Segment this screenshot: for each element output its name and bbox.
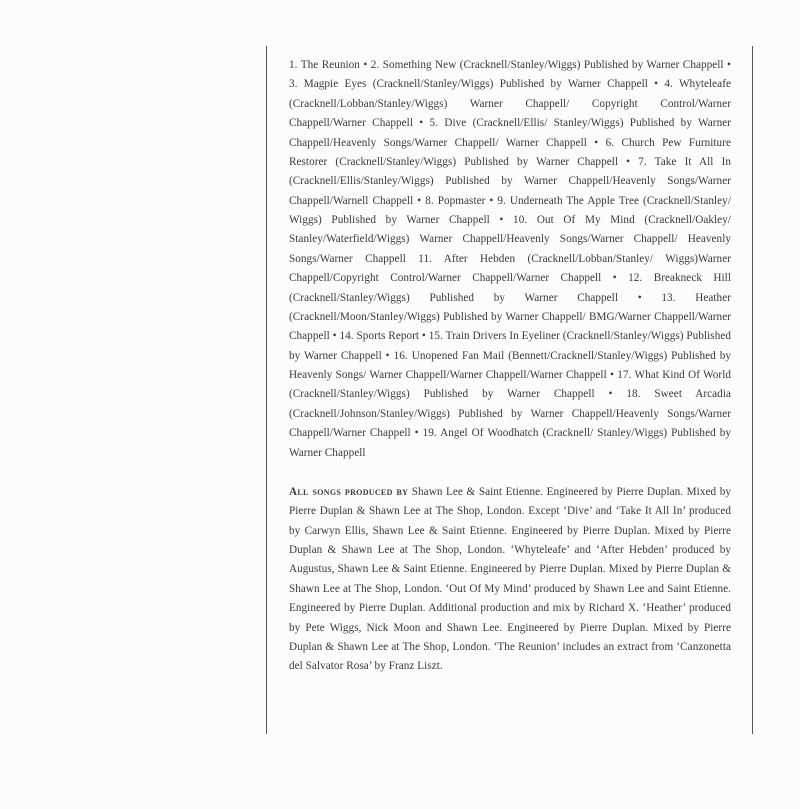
right-rule-line xyxy=(752,46,753,734)
tracklist-paragraph: 1. The Reunion • 2. Something New (Cracknell/Stanley/Wiggs) Published by Warner Chappell • 3. Magpie Eyes (Cracknell/Stanley/Wiggs) Published by Warner Chappell • 4. Whyteleafe (Cracknell/Lobban/Stanley/Wiggs) Warner Chappell/ Copyright Control/Warner Chappell/Warner Chappell • 5. Dive (Cracknell/Ellis/ Stanley/Wiggs) Published by Warner Chappell/Heavenly Songs/Warner Chappell/ Warner Chappell • 6. Church Pew Furniture Restorer (Cracknell/Stanley/Wiggs) Published by Warner Chappell • 7. Take It All In (Cracknell/Ellis/Stanley/Wiggs) Published by Warner Chappell/Heavenly Songs/Warner Chappell/Warnell Chappell • 8. Popmaster • 9. Underneath The Apple Tree (Cracknell/Stanley/ Wiggs) Published by Warner Chappell • 10. Out Of My Mind (Cracknell/Oakley/ Stanley/Waterfield/Wiggs) Warner Chappell/Heavenly Songs/Warner Chappell/ Heavenly Songs/Warner Chappell 11. After Hebden (Cracknell/Lobban/Stanley/ Wiggs)Warner Chappell/Copyright Control/Warner Chappell/Warner Chappell • 12. Breakneck Hill (Cracknell/Stanley/Wiggs) Published by Warner Chappell • 13. Heather (Cracknell/Moon/Stanley/Wiggs) Published by Warner Chappell/ BMG/Warner Chappell/Warner Chappell • 14. Sports Report • 15. Train Drivers In Eyeliner (Cracknell/Stanley/Wiggs) Published by Warner Chappell • 16. Unopened Fan Mail (Bennett/Cracknell/Stanley/Wiggs) Published by Heavenly Songs/ Warner Chappell/Warner Chappell/Warner Chappell • 17. What Kind Of World (Cracknell/Stanley/Wiggs) Published by Warner Chappell • 18. Sweet Arcadia (Cracknell/Johnson/Stanley/Wiggs) Published by Warner Chappell/Heavenly Songs/Warner Chappell/Warner Chappell • 19. Angel Of Woodhatch (Cracknell/ Stanley/Wiggs) Published by Warner Chappell xyxy=(289,59,731,459)
liner-notes-text xyxy=(289,56,731,677)
left-rule-line xyxy=(266,46,267,734)
credits-heading: All songs produced by xyxy=(289,485,409,498)
credits-body: Shawn Lee & Saint Etienne. Engineered by Pierre Duplan. Mixed by Pierre Duplan & Shawn Lee at The Shop, London. Except ‘Dive’ and ‘Take It All In’ produced by Carwyn Ellis, Shawn Lee & Saint Etienne. Engineered by Pierre Duplan. Mixed by Pierre Duplan & Shawn Lee at The Shop, London. ‘Whyteleafe’ and ‘After Hebden’ produced by Augustus, Shawn Lee & Saint Etienne. Engineered by Pierre Duplan. Mixed by Pierre Duplan & Shawn Lee at The Shop, London. ‘Out Of My Mind’ produced by Shawn Lee and Saint Etienne. Engineered by Pierre Duplan. Additional production and mix by Richard X. ‘Heather’ produced by Pete Wiggs, Nick Moon and Shawn Lee. Engineered by Pierre Duplan. Mixed by Pierre Duplan & Shawn Lee at The Shop, London. ‘The Reunion’ includes an extract from ‘Canzonetta del Salvator Rosa’ by Franz Liszt. xyxy=(289,485,731,673)
credits-paragraph xyxy=(289,483,731,677)
